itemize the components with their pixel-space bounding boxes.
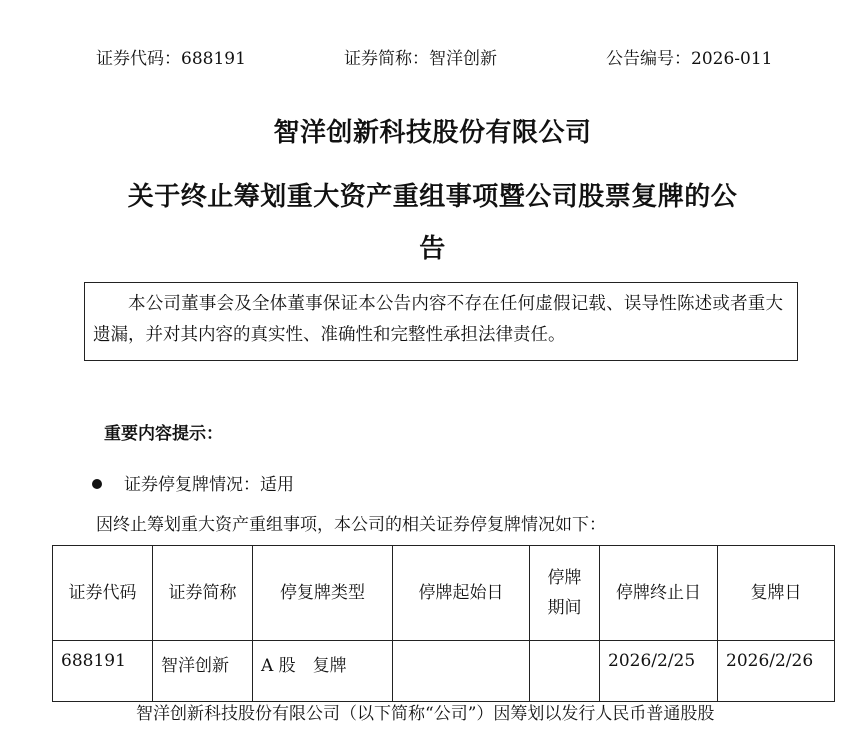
cell-suspension-end: 2026/2/25 xyxy=(600,641,718,702)
table-header-row xyxy=(53,546,835,641)
table-row xyxy=(53,641,835,702)
stock-code: 证券代码：688191 xyxy=(96,49,246,69)
header-suspension-end: 停牌终止日 xyxy=(600,546,718,641)
header-stock-code: 证券代码 xyxy=(53,546,153,641)
document-header xyxy=(0,44,865,68)
announcement-title-line-1: 关于终止筹划重大资产重组事项暨公司股票复牌的公 xyxy=(127,182,738,212)
cell-suspension-start xyxy=(393,641,530,702)
header-suspension-period: 停牌期间 xyxy=(530,546,600,641)
board-guarantee-notice xyxy=(84,282,798,361)
cell-resumption-date: 2026/2/26 xyxy=(718,641,835,702)
header-resumption-date: 复牌日 xyxy=(718,546,835,641)
bullet-icon xyxy=(92,479,102,489)
suspension-table xyxy=(52,545,835,702)
stock-abbreviation: 证券简称：智洋创新 xyxy=(344,49,497,69)
header-suspension-type: 停复牌类型 xyxy=(253,546,393,641)
cell-stock-abbr: 智洋创新 xyxy=(153,641,253,702)
header-suspension-start: 停牌起始日 xyxy=(393,546,530,641)
announcement-title-line-2: 告 xyxy=(419,234,446,264)
cell-suspension-period xyxy=(530,641,600,702)
suspension-status-item xyxy=(92,470,294,495)
table-intro-text: 因终止筹划重大资产重组事项，本公司的相关证券停复牌情况如下： xyxy=(96,515,606,535)
body-paragraph-start: 智洋创新科技股份有限公司（以下简称“公司”）因筹划以发行人民币普通股股 xyxy=(136,704,715,724)
header-stock-abbr: 证券简称 xyxy=(153,546,253,641)
cell-suspension-type: A 股 复牌 xyxy=(253,641,393,702)
suspension-status-text: 证券停复牌情况：适用 xyxy=(124,475,294,495)
cell-stock-code: 688191 xyxy=(53,641,153,702)
important-notes-title: 重要内容提示： xyxy=(104,424,223,444)
company-title: 智洋创新科技股份有限公司 xyxy=(273,118,592,148)
notice-text: 本公司董事会及全体董事保证本公告内容不存在任何虚假记载、误导性陈述或者重大遗漏，并对其内容的真实性、准确性和完整性承担法律责任。 xyxy=(93,294,783,345)
announcement-number: 公告编号：2026-011 xyxy=(606,49,773,69)
